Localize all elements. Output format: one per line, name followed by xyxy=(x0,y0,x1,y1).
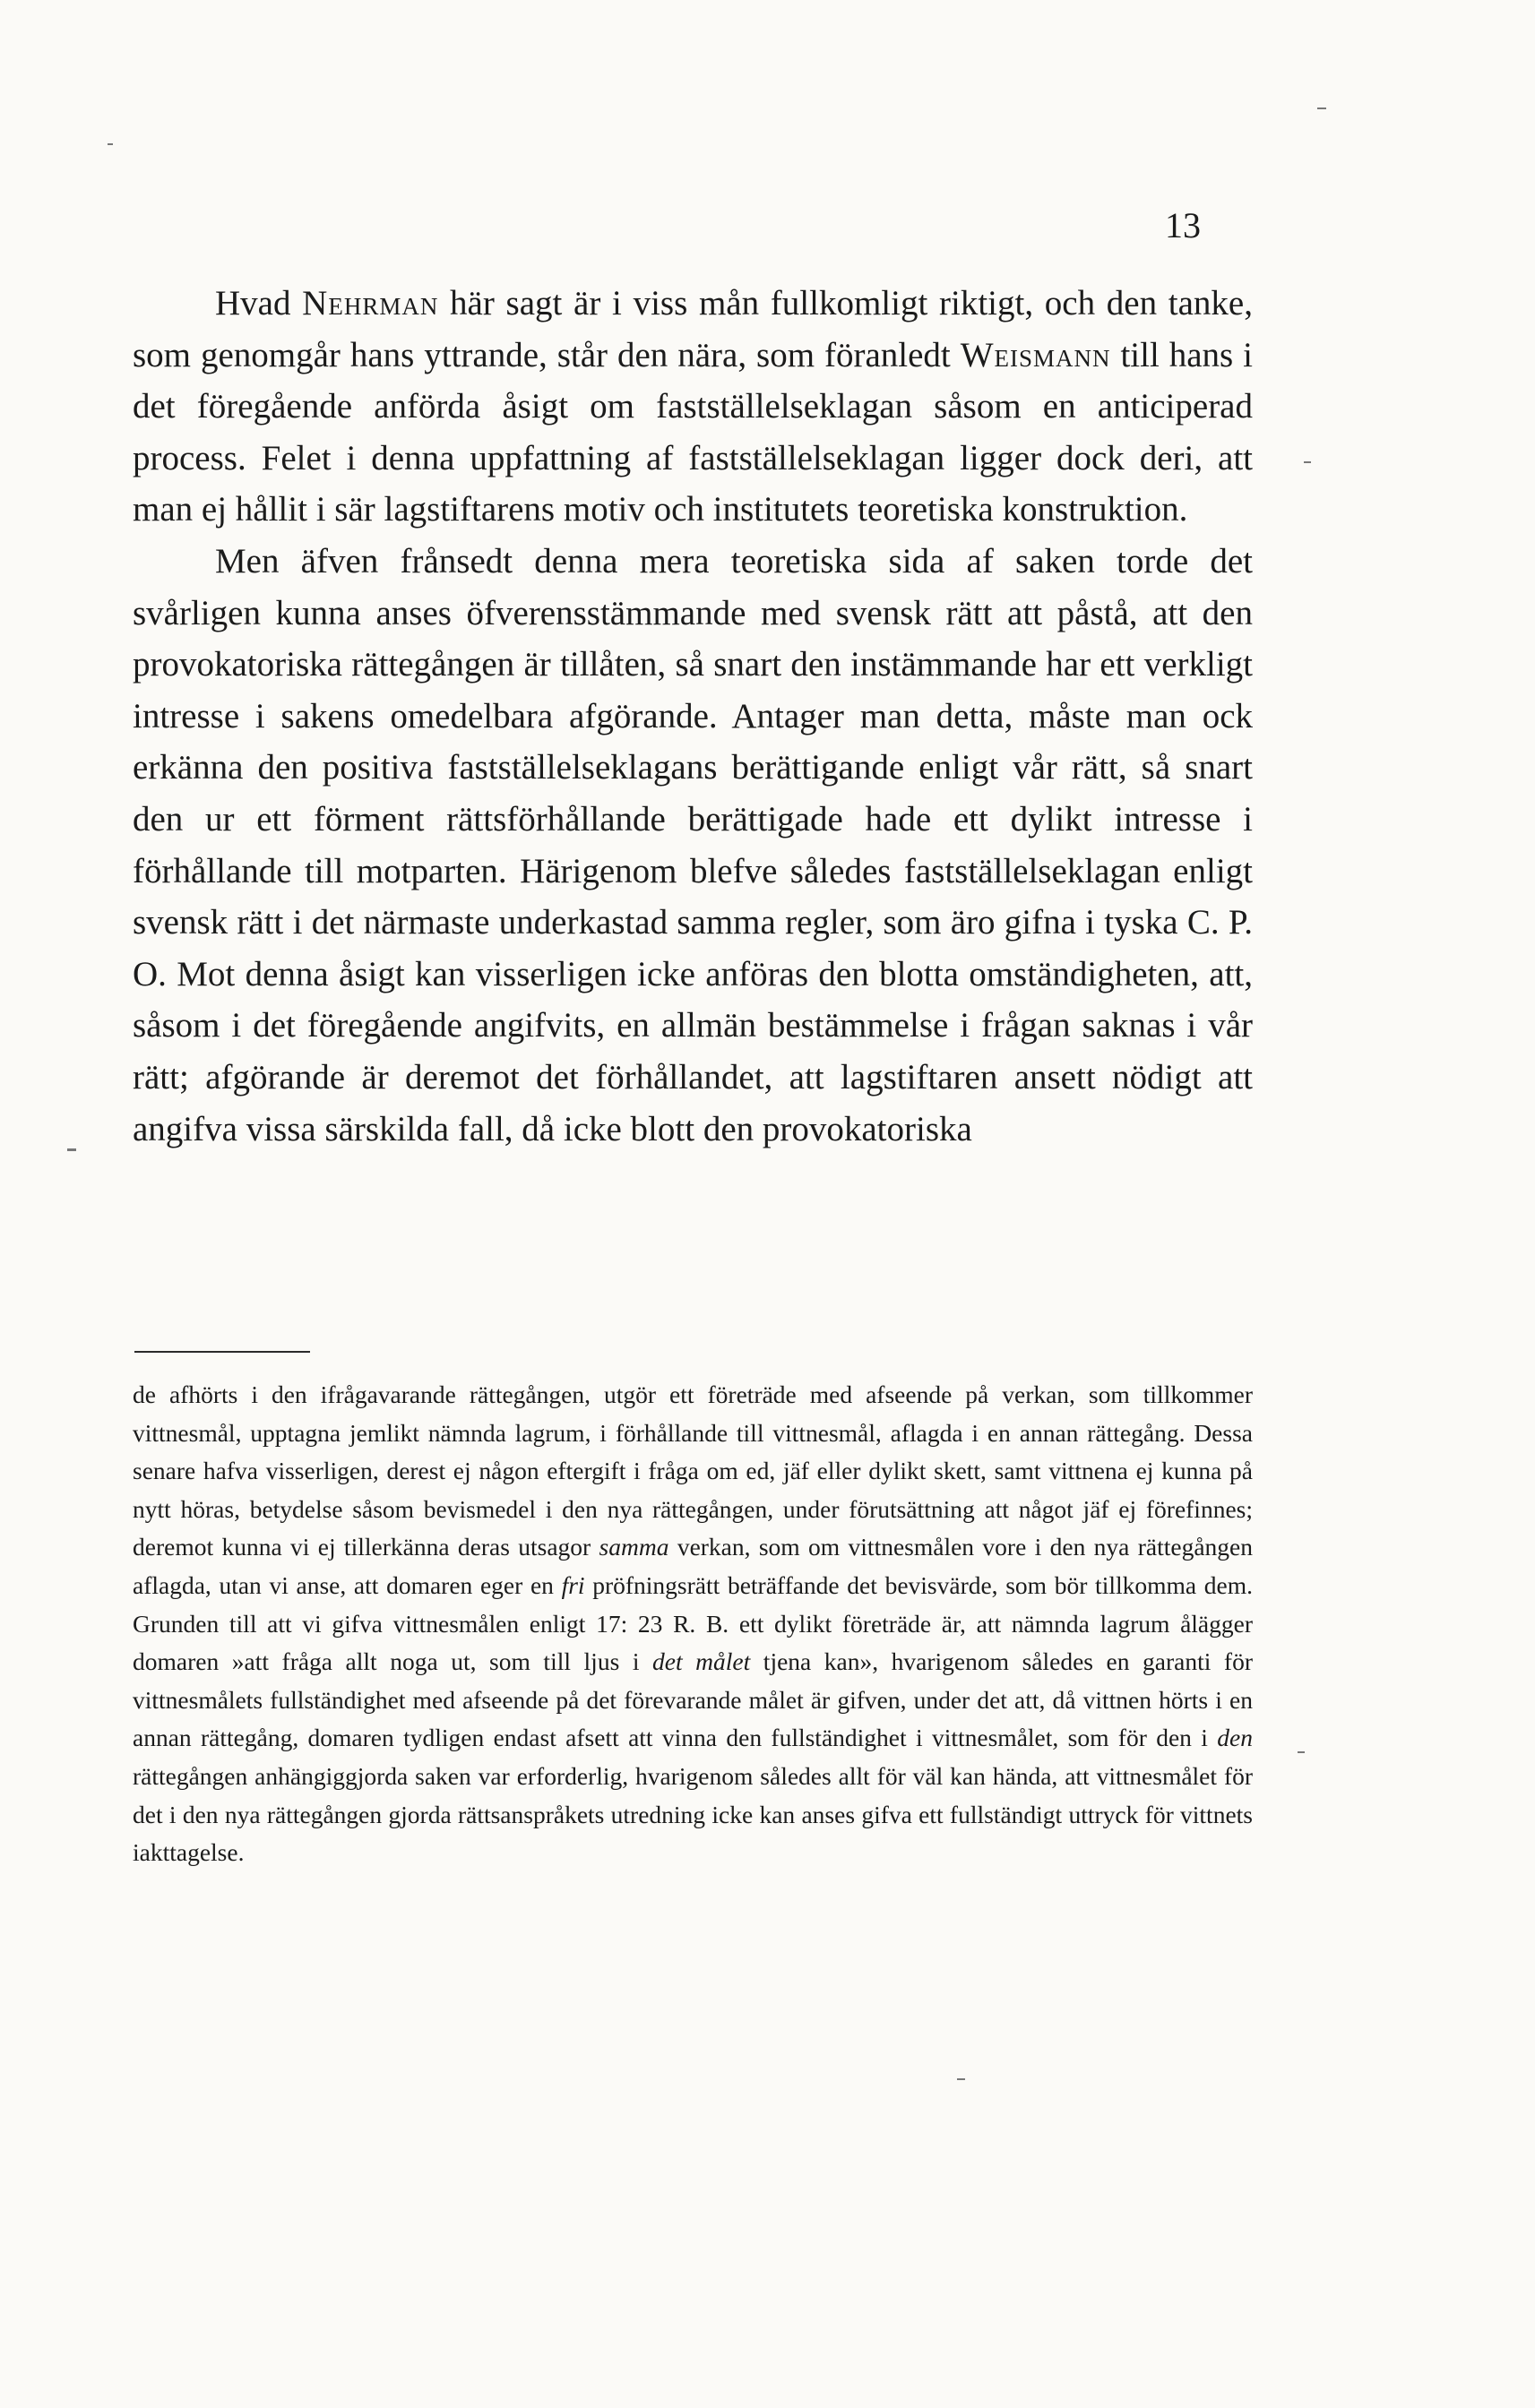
text-run: pröfningsrätt beträffande det bevisvärde, som bör tillkomma dem. Grunden till att vi gifva vittnesmålen enligt 17: 23 R. B. ett dylikt företräde är, att nämnda lagrum ålägger domaren »att fråga allt noga ut, som till ljus i xyxy=(133,1570,1253,1676)
author-name-weismann: Weismann xyxy=(960,335,1111,374)
scan-speck xyxy=(1298,1751,1305,1753)
scan-speck xyxy=(1317,108,1326,109)
emphasis: samma xyxy=(599,1533,669,1561)
text-run: rättegången anhängiggjorda saken var erforderlig, hvarigenom således allt för väl kan hända, att vittnesmålet för det i den nya rättegången gjorda rättsanspråkets utredning icke kan anses gifva ett fullständigt uttryck för vittnets iakttagelse. xyxy=(133,1761,1253,1867)
main-text xyxy=(133,278,1253,1155)
paragraph-2: Men äfven frånsedt denna mera teoretiska sida af saken torde det svårligen kunna anses öfverensstämmande med svensk rätt att påstå, att den provokatoriska rättegången är tillåten, så snart den instämmande har ett verkligt intresse i sakens omedelbara afgörande. Antager man detta, måste man ock erkänna den positiva fastställelseklagans berättigande enligt vår rätt, så snart den ur ett förment rättsförhållande berättigade hade ett dylikt intresse i förhållande till motparten. Härigenom blefve således fastställelseklagan enligt svensk rätt i det närmaste underkastad samma regler, som äro gifna i tyska C. P. O. Mot denna åsigt kan visserligen icke anföras den blotta omständigheten, att, såsom i det föregående angifvits, en allmän bestämmelse i frågan saknas i vår rätt; afgörande är deremot det förhållandet, att lagstiftaren ansett nödigt att angifva vissa särskilda fall, då icke blott den provokatoriska xyxy=(133,541,1253,1148)
text-run: Hvad xyxy=(215,284,303,322)
footnote xyxy=(133,1376,1253,1872)
footnote-separator xyxy=(134,1351,310,1353)
page-number: 13 xyxy=(1165,205,1201,245)
scan-speck xyxy=(108,143,113,145)
emphasis: den xyxy=(1217,1724,1253,1752)
text-run: tjena kan», hvarigenom således en garanti för vittnesmålets fullständighet med afseende på det förevarande målet är gifven, under det att, då vittnen hörts i en annan rättegång, domaren tydligen endast afsett att vinna den fullständighet i vittnesmålet, som för den i xyxy=(133,1647,1253,1752)
emphasis: fri xyxy=(561,1570,585,1599)
scan-speck xyxy=(957,2078,965,2080)
author-name-nehrman: Nehrman xyxy=(302,284,439,322)
text-run: till hans i det föregående anförda åsigt om fastställelseklagan såsom en anticiperad process. Felet i denna uppfattning af fastställelseklagan ligger dock deri, att man ej hållit i sär lagstiftarens motiv och institutets teoretiska konstruktion. xyxy=(133,335,1253,529)
text-run: verkan, som om vittnesmålen vore i den nya rättegången aflagda, utan vi anse, att domaren eger en xyxy=(133,1533,1253,1599)
scan-speck xyxy=(67,1148,76,1151)
emphasis: det målet xyxy=(652,1647,751,1676)
text-run: här sagt är i viss mån fullkomligt riktigt, och den tanke, som genomgår hans yttrande, står den nära, som föranledt xyxy=(133,284,1253,374)
scan-speck xyxy=(1304,461,1311,463)
paragraph-1 xyxy=(133,278,1253,536)
text-run: de afhörts i den ifrågavarande rättegången, utgör ett företräde med afseende på verkan, som tillkommer vittnesmål, upptagna jemlikt nämnda lagrum, i förhållande till vittnesmål, aflagda i en annan rättegång. Dessa senare hafva visserligen, derest ej någon eftergift i fråga om ed, jäf eller dylikt skett, samt vittnena ej kunna på nytt höras, betydelse såsom bevismedel i den nya rättegången, under förutsättning att något jäf ej förefinnes; deremot kunna vi ej tillerkänna deras utsagor xyxy=(133,1380,1253,1561)
footnote-text xyxy=(133,1376,1253,1872)
